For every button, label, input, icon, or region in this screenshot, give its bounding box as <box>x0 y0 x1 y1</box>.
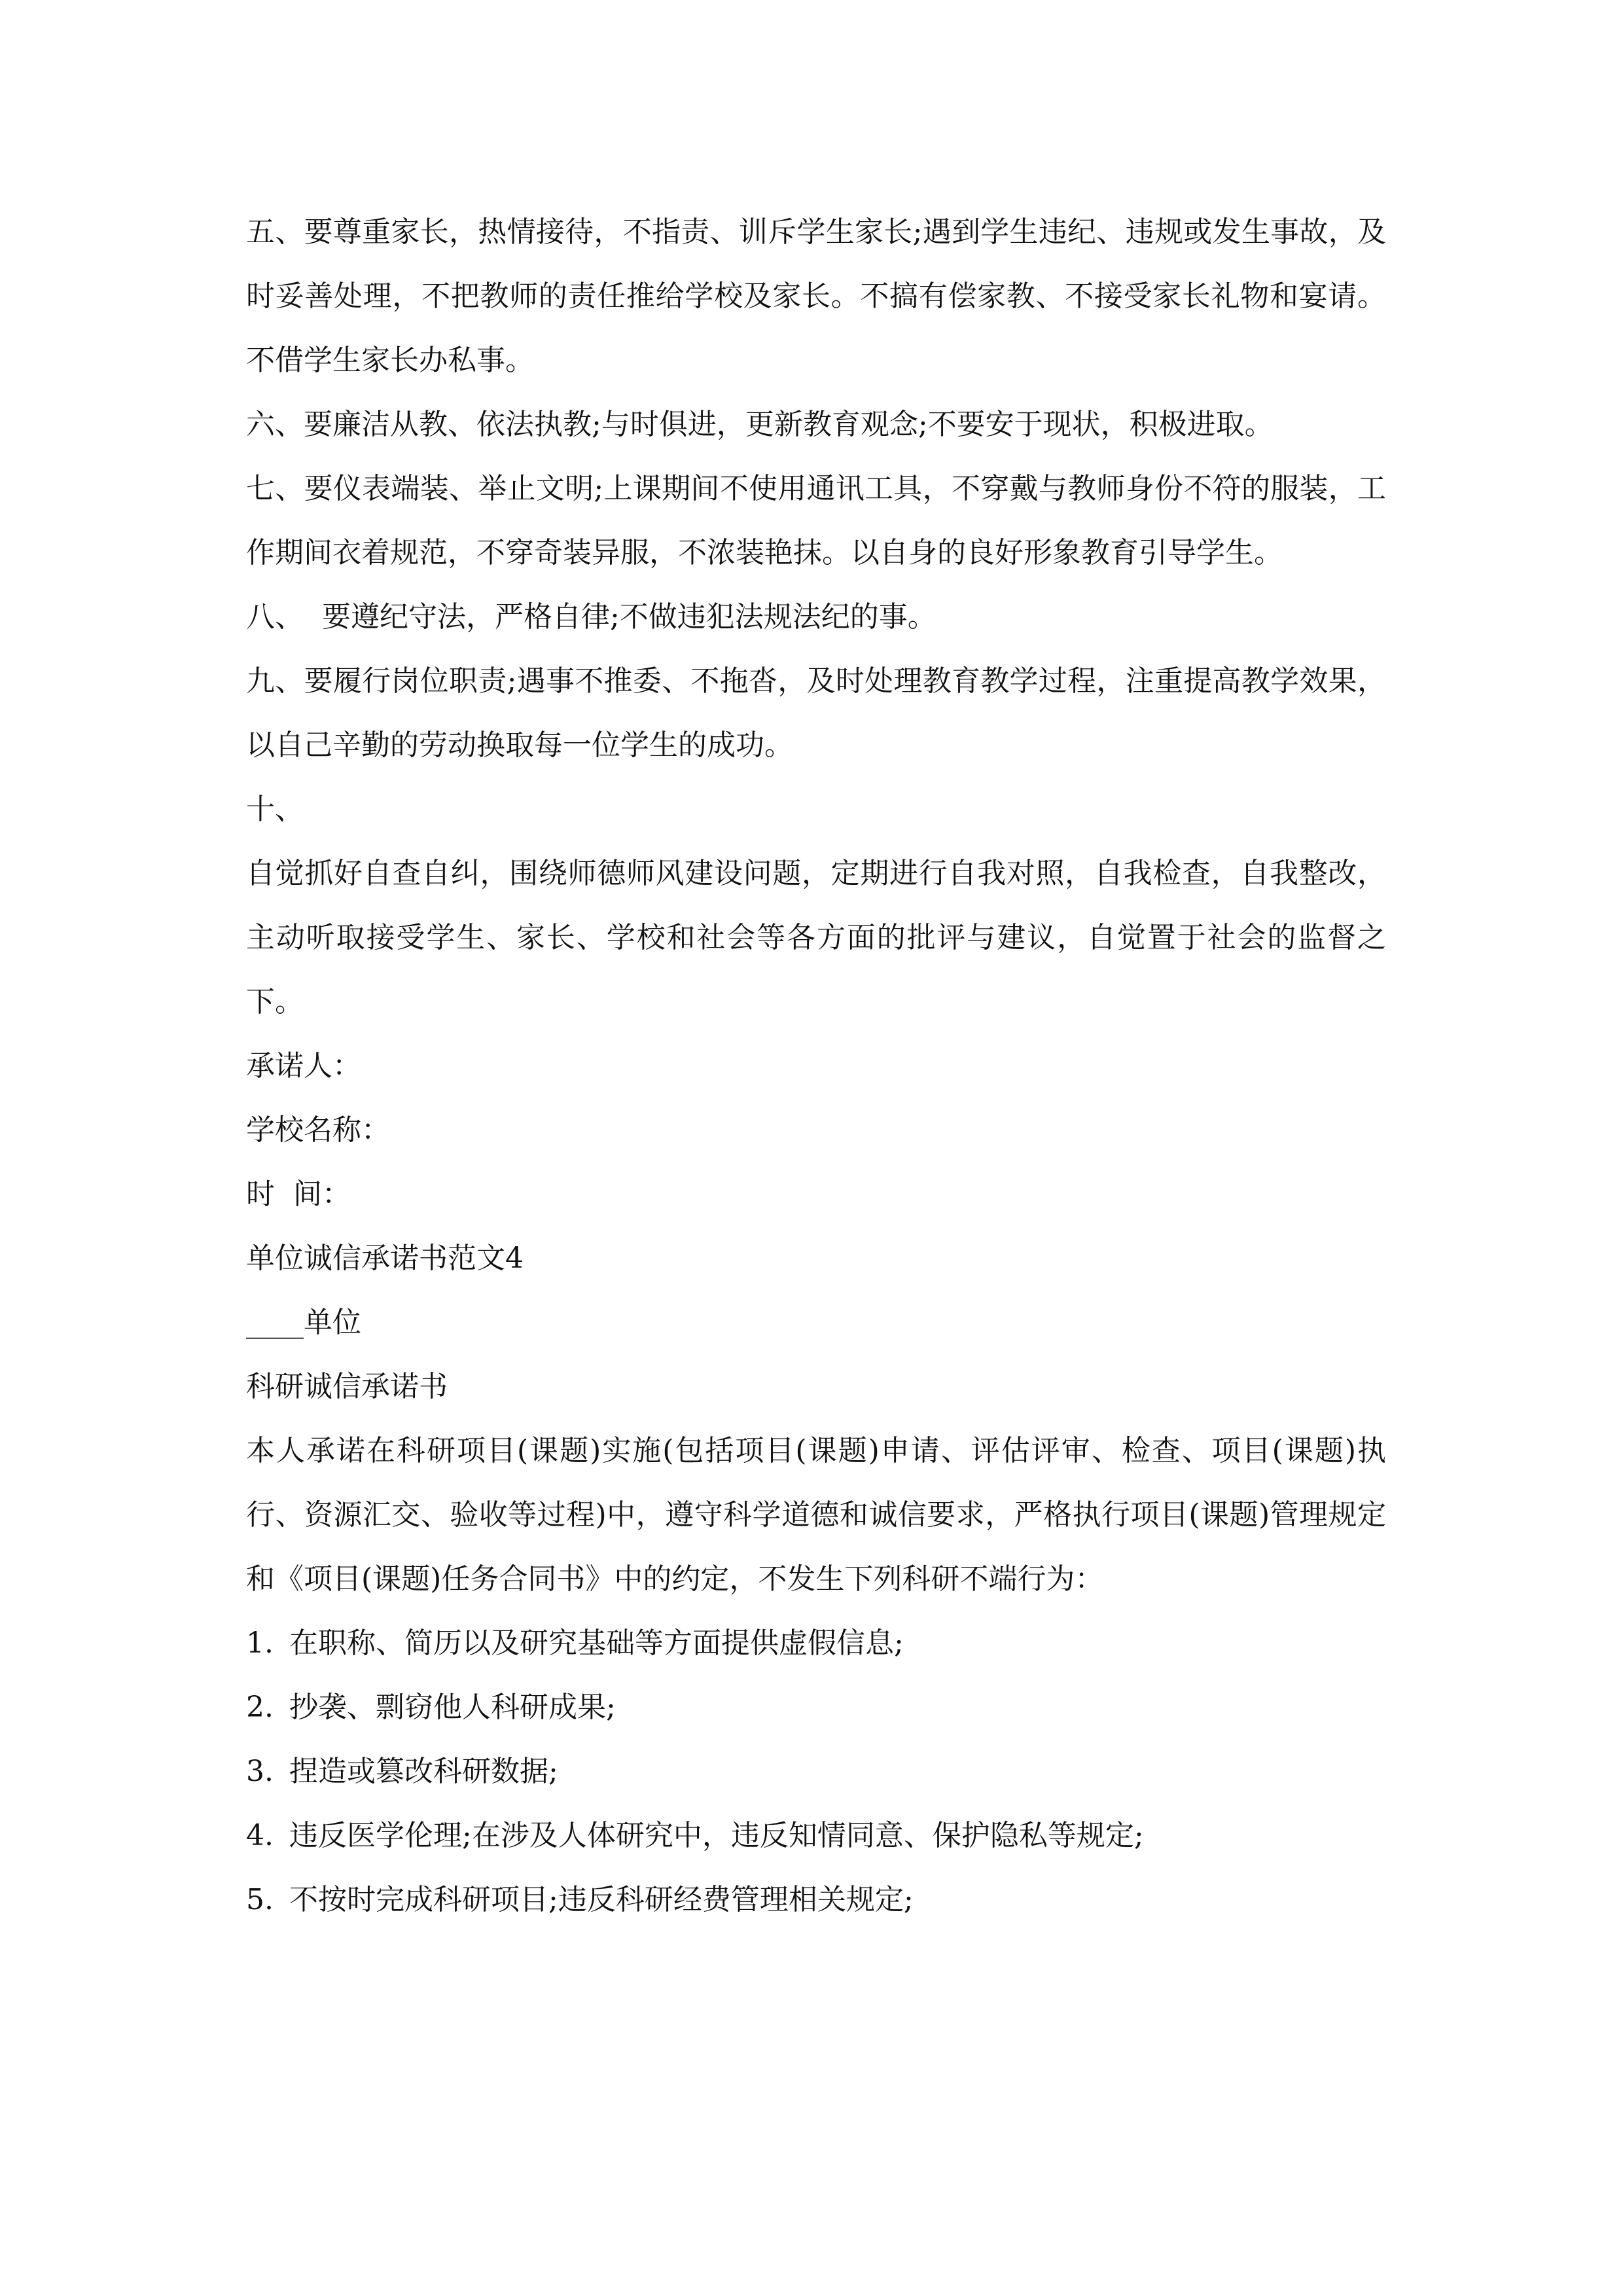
list-item <box>246 1868 1386 1932</box>
commitment-intro: 本人承诺在科研项目(课题)实施(包括项目(课题)申请、评估评审、检查、项目(课题)执行、资源汇交、验收等过程)中，遵守科学道德和诚信要求，严格执行项目(课题)管理规定和《项目(课题)任务合同书》中的约定，不发生下列科研不端行为： <box>246 1434 1386 1596</box>
date-label: 时 间： <box>246 1177 351 1211</box>
misconduct-list <box>246 1611 1386 1932</box>
document-title: 科研诚信承诺书 <box>246 1370 448 1403</box>
paragraph-item-5: 五、要尊重家长，热情接待，不指责、训斥学生家长;遇到学生违纪、违规或发生事故，及时妥善处理，不把教师的责任推给学校及家长。不搞有偿家教、不接受家长礼物和宴请。不借学生家长办私事。 <box>246 215 1386 377</box>
list-item-text: 抄袭、剽窃他人科研成果; <box>289 1691 616 1724</box>
school-name-label: 学校名称： <box>246 1113 390 1147</box>
paragraph-item-9: 九、要履行岗位职责;遇事不推委、不拖沓，及时处理教育教学过程，注重提高教学效果，以自己辛勤的劳动换取每一位学生的成功。 <box>246 664 1386 762</box>
list-item-number: 2. <box>246 1691 274 1724</box>
list-item-number: 3. <box>246 1755 274 1788</box>
list-item-text: 违反医学伦理;在涉及人体研究中，违反知情同意、保护隐私等规定; <box>289 1819 1144 1852</box>
list-item <box>246 1611 1386 1676</box>
list-item <box>246 1740 1386 1804</box>
section-title: 单位诚信承诺书范文4 <box>246 1242 524 1275</box>
paragraph-item-10-body: 自觉抓好自查自纠，围绕师德师风建设问题，定期进行自我对照，自我检查，自我整改，主动听取接受学生、家长、学校和社会等各方面的批评与建议，自觉置于社会的监督之下。 <box>246 857 1386 1018</box>
paragraph-item-8: 八、 要遵纪守法，严格自律;不做违犯法规法纪的事。 <box>246 600 936 634</box>
paragraph-item-6: 六、要廉洁从教、依法执教;与时俱进，更新教育观念;不要安于现状，积极进取。 <box>246 408 1274 441</box>
signer-label: 承诺人： <box>246 1049 361 1083</box>
list-item-text: 在职称、简历以及研究基础等方面提供虚假信息; <box>289 1626 904 1660</box>
list-item-number: 4. <box>246 1819 274 1852</box>
list-item-number: 5. <box>246 1883 274 1916</box>
list-item <box>246 1676 1386 1740</box>
paragraph-item-10-heading: 十、 <box>246 793 304 826</box>
list-item <box>246 1804 1386 1868</box>
list-item-text: 捏造或篡改科研数据; <box>289 1755 558 1788</box>
list-item-number: 1. <box>246 1626 274 1660</box>
paragraph-item-7: 七、要仪表端装、举止文明;上课期间不使用通讯工具，不穿戴与教师身份不符的服装，工作期间衣着规范，不穿奇装异服，不浓装艳抹。以自身的良好形象教育引导学生。 <box>246 472 1386 569</box>
list-item-text: 不按时完成科研项目;违反科研经费管理相关规定; <box>289 1883 914 1916</box>
document-page <box>246 200 1386 1932</box>
unit-line: ____单位 <box>246 1306 361 1339</box>
